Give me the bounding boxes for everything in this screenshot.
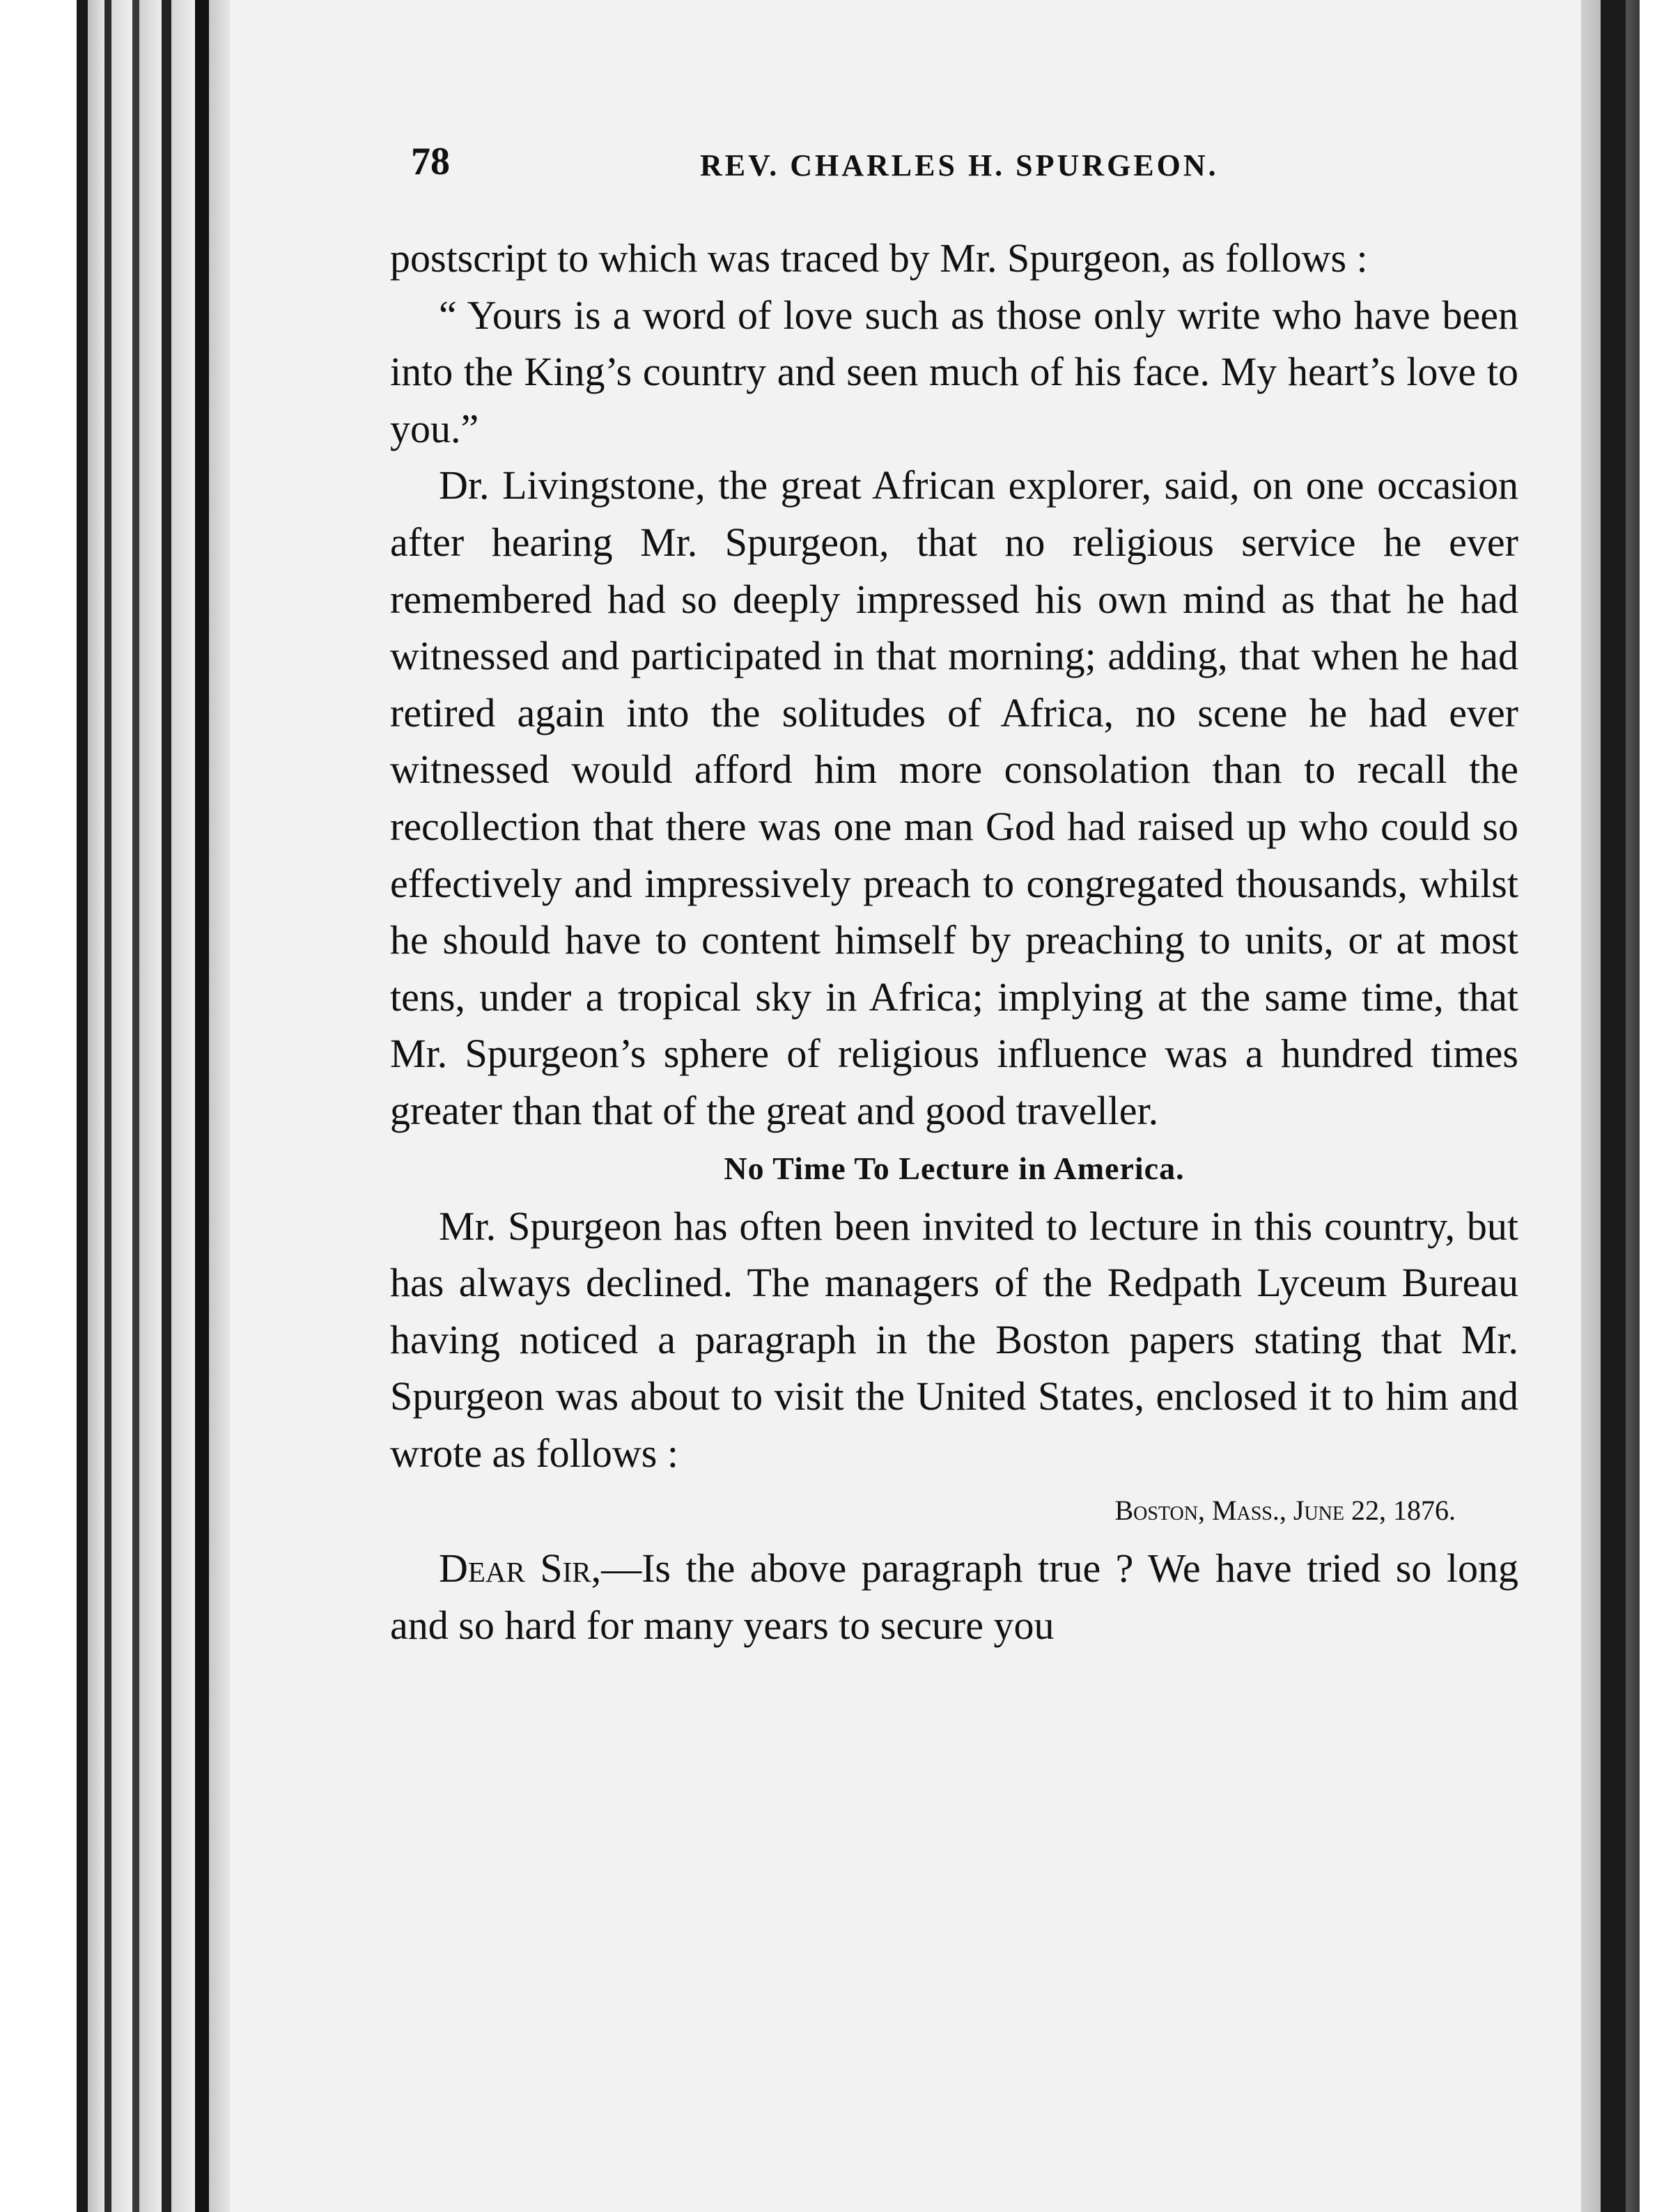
section-heading: No Time To Lecture in America. [724, 1150, 1185, 1186]
paragraph-lecture: Mr. Spurgeon has often been invited to lecture in this country, but has always declined. The managers of the Redpath Lyceum Bureau having noticed a paragraph in the Boston papers stating that Mr. Spurgeon was about to visit the United States, enclosed it to him and wrote as follows : [390, 1203, 1518, 1476]
page-header [411, 139, 1525, 202]
quoted-postscript: “ Yours is a word of love such as those only write who have been into the King’s country and seen much of his face. My heart’s love to you.” [390, 292, 1518, 451]
page-number: 78 [411, 140, 450, 183]
page-body [390, 230, 1518, 1654]
letter-opening [390, 1540, 1518, 1653]
paragraph-continued: postscript to which was traced by Mr. Spurgeon, as follows : [390, 235, 1368, 281]
letter-salutation: Dear Sir, [439, 1545, 602, 1591]
letter-dateline: Boston, Mass., June 22, 1876. [1114, 1495, 1456, 1527]
paragraph-livingstone: Dr. Livingstone, the great African explorer, said, on one occasion after hearing Mr. Spurgeon, that no religious service he ever remembered had so deeply impressed his own mind as that he had witnessed and participated in that morning; adding, that when he had retired again into the solitudes of Africa, no scene he had ever witnessed would afford him more consolation than to recall the recollection that there was one man God had raised up who could so effectively and impressively preach to congregated thousands, whilst he should have to content himself by preaching to units, or at most tens, under a tropical sky in Africa; implying at the same time, that Mr. Spurgeon’s sphere of religious influence was a hundred times greater than that of the great and good traveller. [390, 462, 1518, 1133]
book-edge-right [1581, 0, 1680, 2212]
book-edge-left [0, 0, 230, 2212]
running-head: REV. CHARLES H. SPURGEON. [700, 148, 1219, 182]
letter-text: —Is the above paragraph true ? We have tried so long and so hard for many years to secure you [390, 1545, 1518, 1649]
